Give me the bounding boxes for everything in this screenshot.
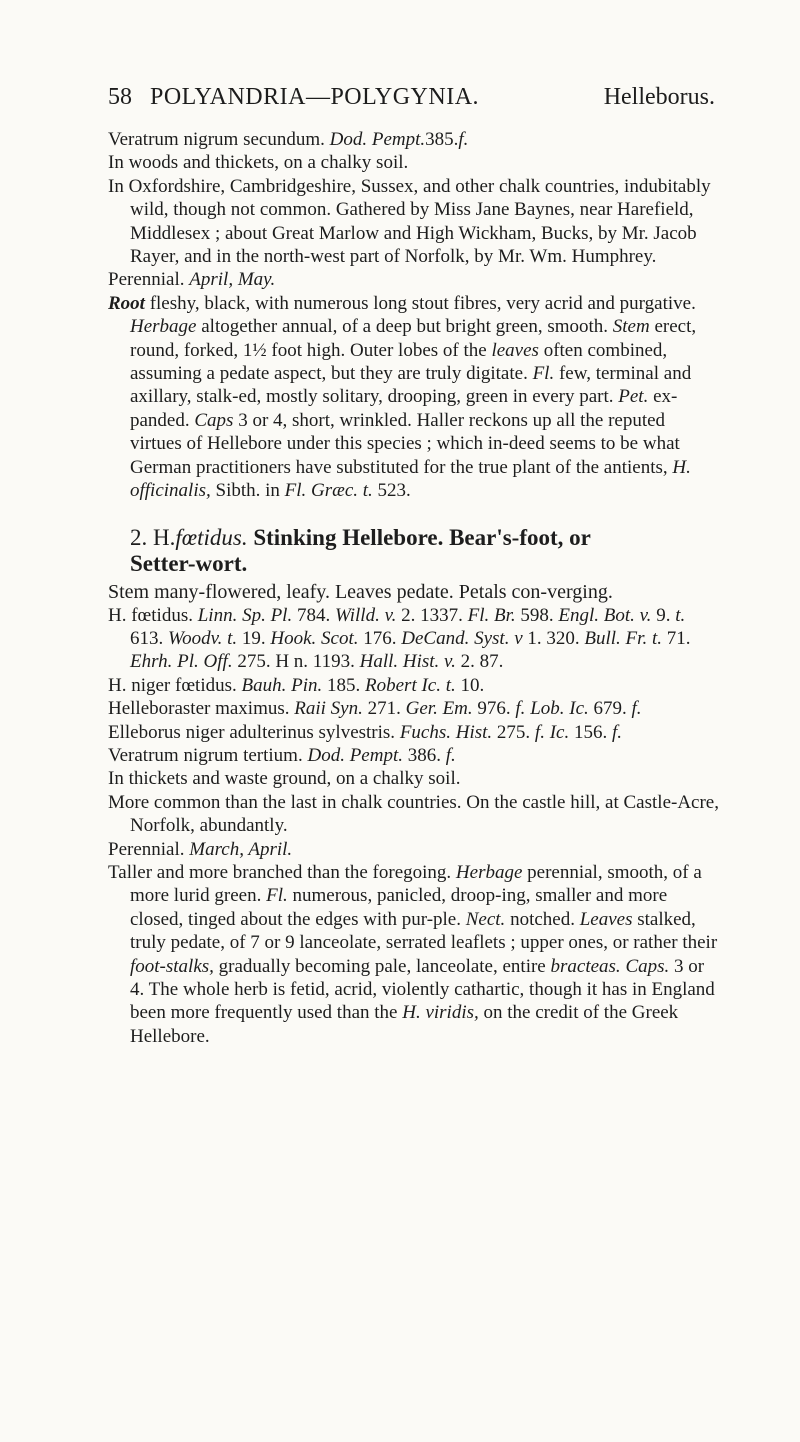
genus-name: Helleborus.	[603, 84, 715, 110]
synonym-veratrum-tertium: Veratrum nigrum tertium. Dod. Pempt. 386. f.	[108, 744, 456, 766]
diagnosis-2: Stem many-flowered, leafy. Leaves pedate. Petals con-verging.	[108, 580, 613, 603]
description-1: Root fleshy, black, with numerous long stout fibres, very acrid and purgative. Herbage altogether annual, of a deep but bright green, smooth. Stem erect, round, forked, 1½ foot high. Outer lobes of the leaves often combined, assuming a pedate aspect, but they are truly digitate. Fl. few, terminal and axillary, stalk-ed, mostly solitary, drooping, green in every part. Pet. ex-panded. Caps 3 or 4, short, wrinkled. Haller reckons up all the reputed virtues of Hellebore under this species ; which in-deed seems to be what German practitioners have substituted for the true plant of the antients, H. officinalis, Sibth. in Fl. Græc. t. 523.	[108, 292, 697, 502]
duration-2: Perennial. March, April.	[108, 838, 293, 860]
section-title: POLYANDRIA—POLYGYNIA.	[150, 84, 480, 110]
locality-1: In Oxfordshire, Cambridgeshire, Sussex, and other chalk countries, indubitably wild, though not common. Gathered by Miss Jane Baynes, near Harefield, Middlesex ; about Great Marlow and High Wickham, Bucks, by Mr. Jacob Rayer, and in the north-west part of Norfolk, by Mr. Wm. Humphrey.	[108, 175, 711, 268]
duration-1: Perennial. April, May.	[108, 269, 276, 291]
synonym-h-foetidus: H. fœtidus. Linn. Sp. Pl. 784. Willd. v. 2. 1337. Fl. Br. 598. Engl. Bot. v. 9. t. 613. Woodv. t. 19. Hook. Scot. 176. DeCand. Syst. v 1. 320. Bull. Fr. t. 71. Ehrh. Pl. Off. 275. H n. 1193. Hall. Hist. v. 2. 87.	[108, 604, 691, 673]
habitat-1: In woods and thickets, on a chalky soil.	[108, 152, 409, 174]
page-number: 58	[108, 84, 132, 110]
synonym-elleborus: Elleborus niger adulterinus sylvestris. Fuchs. Hist. 275. f. Ic. 156. f.	[108, 721, 622, 743]
locality-2: More common than the last in chalk countries. On the castle hill, at Castle-Acre, Norfolk, abundantly.	[108, 791, 719, 837]
spacer	[108, 503, 720, 525]
synonym-helleboraster: Helleboraster maximus. Raii Syn. 271. Ger. Em. 976. f. Lob. Ic. 679. f.	[108, 698, 642, 720]
description-2: Taller and more branched than the foregoing. Herbage perennial, smooth, of a more lurid green. Fl. numerous, panicled, droop-ing, smaller and more closed, tinged about the edges with pur-ple. Nect. notched. Leaves stalked, truly pedate, of 7 or 9 lanceolate, serrated leaflets ; upper ones, or rather their foot-stalks, gradually becoming pale, lanceolate, entire bracteas. Caps. 3 or 4. The whole herb is fetid, acrid, violently cathartic, though it has in England been more frequently used than the H. viridis, on the credit of the Greek Hellebore.	[108, 861, 718, 1047]
species-heading: 2. H.fœtidus. Stinking Hellebore. Bear's-foot, or Setter-wort.	[130, 524, 591, 576]
habitat-2: In thickets and waste ground, on a chalky soil.	[108, 768, 461, 790]
synonym-h-niger-foetidus: H. niger fœtidus. Bauh. Pin. 185. Robert Ic. t. 10.	[108, 674, 485, 696]
page-body	[108, 128, 720, 1048]
running-head	[108, 82, 715, 112]
synonym-veratrum-secundum: Veratrum nigrum secundum. Dod. Pempt.385.f.	[108, 129, 469, 150]
